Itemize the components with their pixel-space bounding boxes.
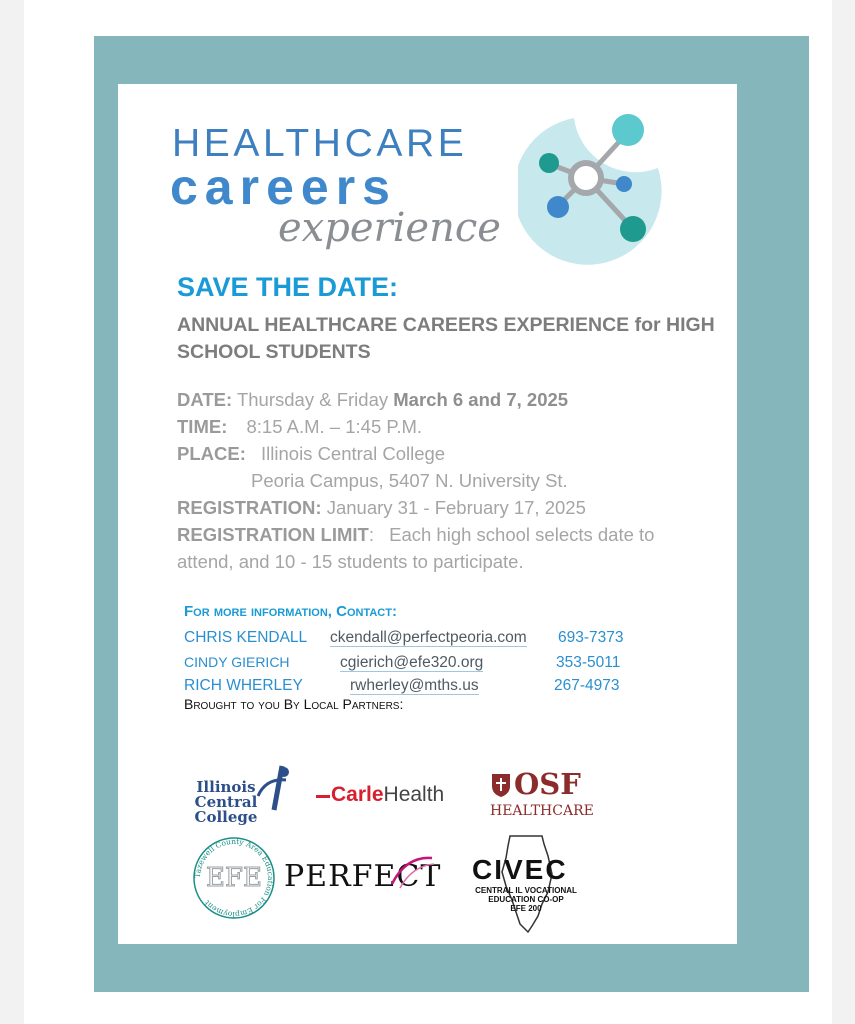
- time-value: 8:15 A.M. – 1:45 P.M.: [246, 416, 423, 437]
- flyer-panel: [118, 84, 737, 944]
- place-line2: Peoria Campus, 5407 N. University St.: [251, 470, 568, 491]
- date-line: [177, 386, 722, 413]
- date-value: March 6 and 7, 2025: [393, 389, 569, 410]
- contact-phone: 267-4973: [554, 677, 620, 694]
- document-page: [24, 0, 832, 1024]
- civec-line2: EDUCATION CO-OP: [488, 895, 564, 904]
- logo-healthcare-text: HEALTHCARE: [172, 122, 468, 165]
- osf-main-text: OSF: [514, 767, 581, 801]
- event-details: [177, 386, 722, 575]
- contact-phone: 353-5011: [556, 654, 621, 671]
- contact-row: [184, 678, 303, 694]
- contact-email[interactable]: cgierich@efe320.org: [340, 654, 484, 671]
- contact-row: [184, 655, 290, 669]
- carle-stripe-icon: [316, 795, 330, 798]
- place-line: [177, 440, 722, 467]
- perfect-logo-text: PERFECT: [284, 859, 442, 894]
- osf-shield-icon: [490, 772, 512, 798]
- efe-logo: [192, 836, 276, 920]
- contact-email[interactable]: rwherley@mths.us: [350, 677, 479, 694]
- icc-line1: Illinois: [196, 778, 256, 796]
- civec-sub-text: [472, 886, 580, 913]
- perfect-swoosh-icon: [386, 854, 438, 894]
- logo-careers-text: careers: [170, 159, 397, 215]
- icc-line3: College: [194, 808, 258, 826]
- carle-health-logo: [316, 784, 444, 806]
- efe-seal-icon: [192, 836, 276, 920]
- place-line1: Illinois Central College: [261, 443, 446, 464]
- contact-name: CHRIS KENDALL: [184, 629, 308, 646]
- carle-gray-text: Health: [383, 783, 445, 806]
- contact-name: CINDY GIERICH: [184, 654, 290, 670]
- civec-logo: [472, 834, 582, 936]
- civec-line3: EFE 200: [510, 904, 542, 913]
- carle-red-text: Carle: [331, 783, 384, 806]
- contact-email[interactable]: ckendall@perfectpeoria.com: [330, 629, 527, 646]
- logo-experience-text: experience: [278, 205, 501, 251]
- contact-heading: For more information, Contact:: [184, 603, 397, 620]
- contact-phone: 693-7373: [558, 629, 624, 646]
- time-label: TIME:: [177, 416, 228, 437]
- event-subtitle: ANNUAL HEALTHCARE CAREERS EXPERIENCE for HIGH SCHOOL STUDENTS: [177, 314, 715, 363]
- limit-line: [177, 521, 722, 548]
- partners-heading: Brought to you By Local Partners:: [184, 696, 404, 712]
- icc-logo: [184, 762, 294, 826]
- date-days: Thursday & Friday: [236, 389, 389, 410]
- date-label: DATE:: [177, 389, 233, 410]
- limit-value-2: attend, and 10 - 15 students to participate.: [177, 551, 524, 572]
- contact-name: RICH WHERLEY: [184, 677, 303, 694]
- osf-sub-text: HEALTHCARE: [490, 803, 594, 819]
- registration-value: January 31 - February 17, 2025: [326, 497, 586, 518]
- place-label: PLACE:: [177, 443, 246, 464]
- limit-label: REGISTRATION LIMIT: [177, 524, 369, 545]
- civec-main-text: CIVEC: [472, 854, 568, 885]
- limit-colon: :: [368, 524, 374, 545]
- registration-label: REGISTRATION:: [177, 497, 322, 518]
- efe-ring-text: Tazewell County Area Education For Employment: [192, 836, 276, 920]
- molecule-network-icon: [518, 106, 678, 266]
- time-line: [177, 413, 722, 440]
- icc-line2: Central: [194, 793, 258, 811]
- civec-line1: CENTRAL IL VOCATIONAL: [475, 886, 577, 895]
- limit-value-1: Each high school selects date to: [389, 524, 655, 545]
- registration-line: [177, 494, 722, 521]
- contact-row: [184, 630, 307, 646]
- save-the-date-heading: SAVE THE DATE:: [177, 272, 399, 302]
- efe-letters: EFE: [206, 863, 262, 893]
